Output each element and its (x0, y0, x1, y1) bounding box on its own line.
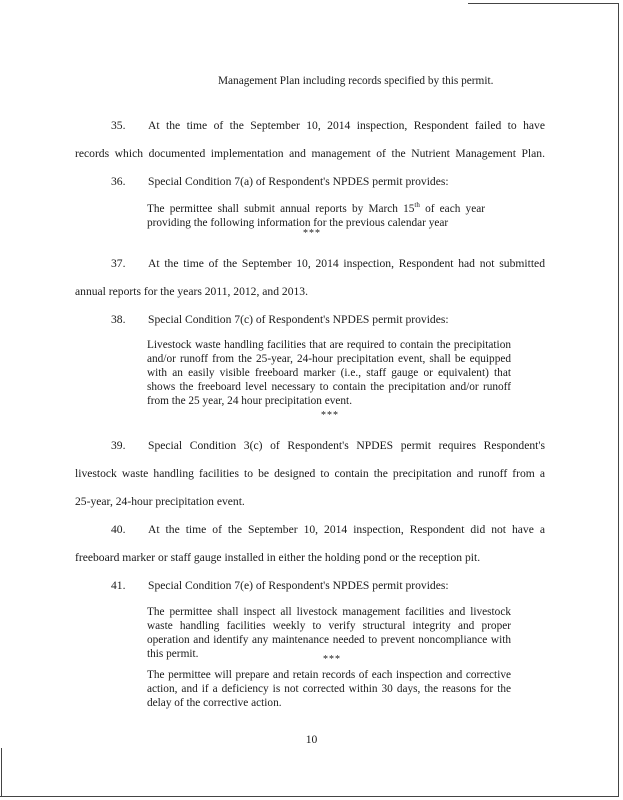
quote-annual-reports-b: of each year providing the following information for the previous calendar year (147, 203, 485, 229)
quote-superscript: th (414, 201, 420, 210)
omission-stars-36: *** (303, 228, 321, 239)
paragraph-number-40: 40. (111, 523, 126, 536)
paragraph-number-39: 39. (111, 439, 126, 452)
quote-annual-reports (147, 202, 485, 230)
paragraph-41-intro: Special Condition 7(e) of Respondent's NPDES permit provides: (148, 579, 449, 592)
paragraph-number-35: 35. (111, 119, 126, 132)
paragraph-35-line-2: records which documented implementation and management of the Nutrient Management Plan. (75, 147, 545, 160)
paragraph-number-36: 36. (111, 175, 126, 188)
paragraph-35-line-1: At the time of the September 10, 2014 inspection, Respondent failed to have (148, 119, 545, 132)
scan-border-right (618, 3, 619, 797)
paragraph-number-38: 38. (111, 313, 126, 326)
paragraph-36-intro: Special Condition 7(a) of Respondent's NPDES permit provides: (148, 175, 449, 188)
paragraph-40-line-1: At the time of the September 10, 2014 inspection, Respondent did not have a (148, 523, 545, 536)
quote-annual-reports-a: The permittee shall submit annual reports by March 15 (147, 203, 415, 215)
paragraph-39-line-1: Special Condition 3(c) of Respondent's NPDES permit requires Respondent's (148, 439, 545, 452)
paragraph-38-intro: Special Condition 7(c) of Respondent's NPDES permit provides: (148, 313, 449, 326)
omission-stars-41: *** (323, 654, 341, 665)
page-number: 10 (305, 733, 318, 746)
scan-border-top (468, 3, 618, 4)
paragraph-39-line-2: livestock waste handling facilities to be designed to contain the precipitation and runoff from a (75, 467, 545, 480)
paragraph-39-line-3: 25-year, 24-hour precipitation event. (75, 495, 245, 508)
omission-stars-38: *** (321, 410, 339, 421)
paragraph-number-41: 41. (111, 579, 126, 592)
paragraph-37-line-1: At the time of the September 10, 2014 inspection, Respondent had not submitted (148, 257, 545, 270)
scan-border-bottom (0, 796, 619, 797)
paragraph-40-line-2: freeboard marker or staff gauge installed in either the holding pond or the reception pit. (75, 551, 481, 564)
paragraph-number-37: 37. (111, 257, 126, 270)
scan-border-left (1, 748, 2, 796)
quote-freeboard-marker: Livestock waste handling facilities that are required to contain the precipitation and/or runoff from the 25-year, 24-hour precipitation event, shall be equipped with an easily visible freeboard marker (i.e., staff gauge or equivalent) that shows the freeboard level necessary to contain the precipitation and/or runoff from the 25 year, 24 hour precipitation event. (147, 339, 511, 407)
quote-weekly-inspection: The permittee shall inspect all livestock management facilities and livestock waste handling facilities weekly to verify structural integrity and proper operation and identify any maintenance needed to prevent noncompliance with this permit. (147, 606, 511, 660)
quote-continuation: Management Plan including records specified by this permit. (218, 75, 494, 87)
paragraph-37-line-2: annual reports for the years 2011, 2012, and 2013. (75, 285, 308, 298)
quote-inspection-records: The permittee will prepare and retain records of each inspection and corrective action, and if a deficiency is not corrected within 30 days, the reasons for the delay of the corrective action. (147, 669, 511, 709)
